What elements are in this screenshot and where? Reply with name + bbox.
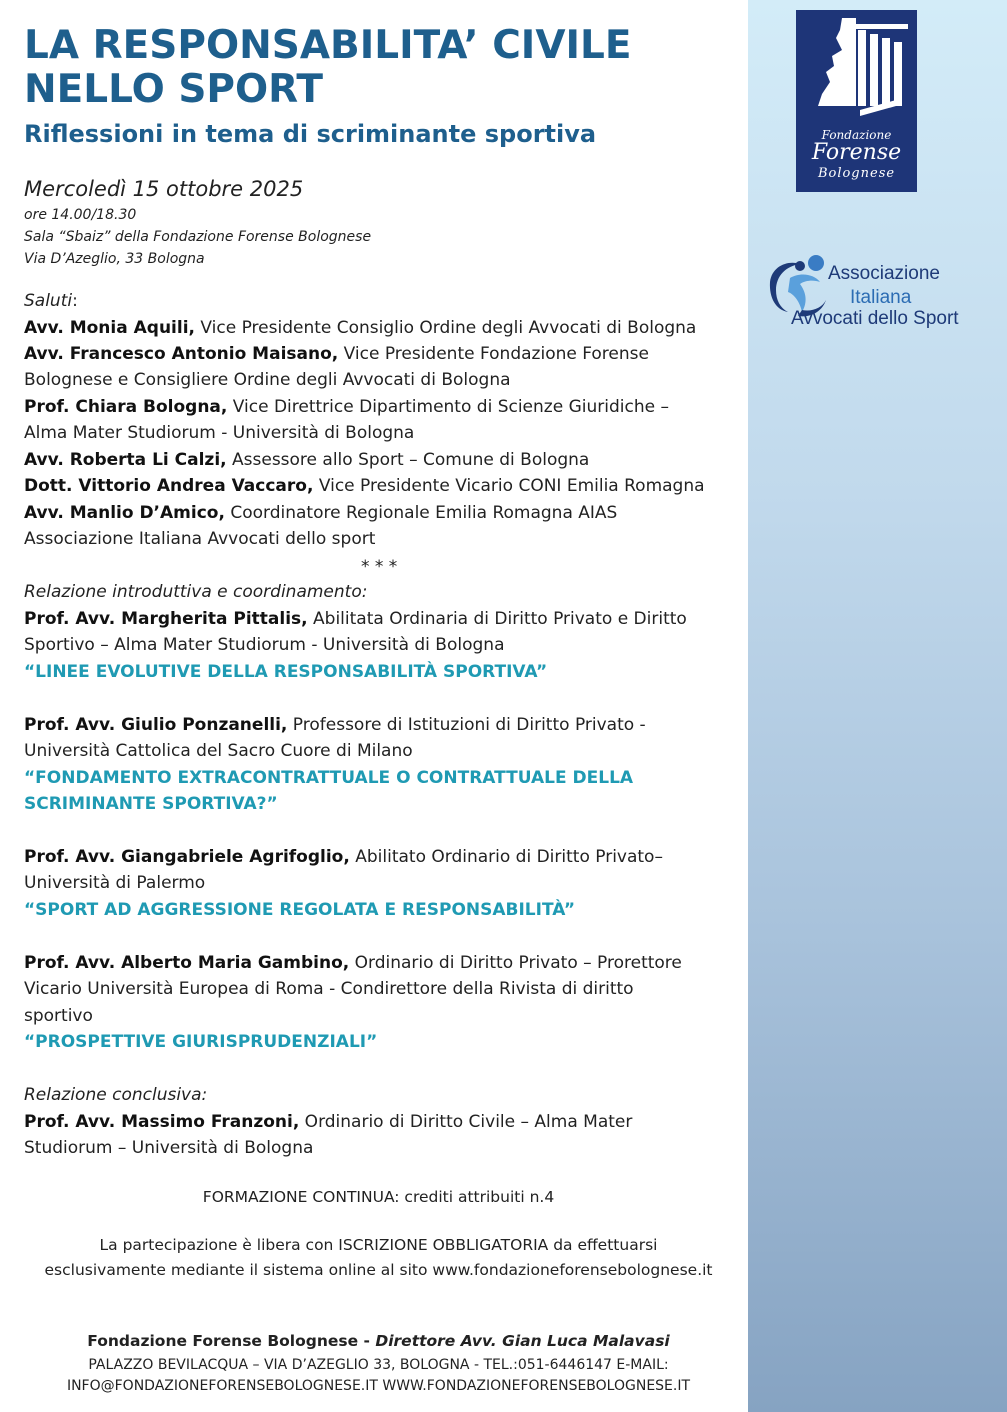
talk-title: “SPORT AD AGGRESSIONE REGOLATA E RESPONSABILITÀ” bbox=[24, 900, 576, 920]
intro-heading: Relazione introduttiva e coordinamento: bbox=[24, 582, 368, 602]
speaker-line: Prof. Avv. Giangabriele Agrifoglio, Abilitato Ordinario di Diritto Privato– bbox=[24, 847, 663, 867]
event-time: ore 14.00/18.30 bbox=[24, 207, 137, 223]
title-line-1: LA RESPONSABILITA’ CIVILE bbox=[24, 23, 632, 68]
registration-line: esclusivamente mediante il sistema online al sito www.fondazioneforensebolognese.it bbox=[44, 1261, 713, 1279]
speaker-line: Prof. Avv. Massimo Franzoni, Ordinario di Diritto Civile – Alma Mater bbox=[24, 1112, 633, 1132]
greeter-line: Dott. Vittorio Andrea Vaccaro, Vice Presidente Vicario CONI Emilia Romagna bbox=[24, 476, 705, 496]
fondazione-forense-logo bbox=[796, 10, 917, 192]
event-address: Via D’Azeglio, 33 Bologna bbox=[24, 251, 205, 267]
greeter-line: Avv. Manlio D’Amico, Coordinatore Regionale Emilia Romagna AIAS bbox=[24, 503, 618, 523]
speaker-line: Università di Palermo bbox=[24, 873, 206, 893]
logo-text-bolognese: Bolognese bbox=[817, 166, 896, 181]
title-line-2: NELLO SPORT bbox=[24, 67, 324, 112]
aias-text-avvocati: Avvocati dello Sport bbox=[791, 308, 959, 329]
speaker-line: Vicario Università Europea di Roma - Condirettore della Rivista di diritto bbox=[24, 979, 634, 999]
speaker-line: Studiorum – Università di Bologna bbox=[24, 1138, 314, 1158]
footer-address: PALAZZO BEVILACQUA – VIA D’AZEGLIO 33, BOLOGNA - TEL.:051-6446147 E-MAIL: bbox=[88, 1357, 669, 1373]
talk-title: “LINEE EVOLUTIVE DELLA RESPONSABILITÀ SPORTIVA” bbox=[24, 662, 548, 682]
greeter-line: Prof. Chiara Bologna, Vice Direttrice Dipartimento di Scienze Giuridiche – bbox=[24, 397, 669, 417]
speaker-line: Università Cattolica del Sacro Cuore di Milano bbox=[24, 741, 413, 761]
greeter-line: Avv. Francesco Antonio Maisano, Vice Presidente Fondazione Forense bbox=[24, 344, 649, 364]
credits-note: FORMAZIONE CONTINUA: crediti attribuiti n.4 bbox=[202, 1188, 555, 1206]
footer-contacts: INFO@FONDAZIONEFORENSEBOLOGNESE.IT WWW.FONDAZIONEFORENSEBOLOGNESE.IT bbox=[66, 1378, 691, 1394]
greeter-line: Bolognese e Consigliere Ordine degli Avvocati di Bologna bbox=[24, 370, 511, 390]
event-date: Mercoledì 15 ottobre 2025 bbox=[24, 177, 304, 201]
page-title bbox=[24, 24, 632, 112]
concl-heading: Relazione conclusiva: bbox=[24, 1085, 208, 1105]
greeter-line: Associazione Italiana Avvocati dello sport bbox=[24, 529, 376, 549]
speaker-line: Prof. Avv. Giulio Ponzanelli, Professore di Istituzioni di Diritto Privato - bbox=[24, 715, 646, 735]
speaker-line: Sportivo – Alma Mater Studiorum - Università di Bologna bbox=[24, 635, 505, 655]
talk-title: “PROSPETTIVE GIURISPRUDENZIALI” bbox=[24, 1032, 378, 1052]
speaker-line: Prof. Avv. Margherita Pittalis, Abilitata Ordinaria di Diritto Privato e Diritto bbox=[24, 609, 687, 629]
separator: * * * bbox=[361, 557, 398, 577]
greeter-line: Avv. Monia Aquili, Vice Presidente Consiglio Ordine degli Avvocati di Bologna bbox=[24, 318, 697, 338]
registration-line: La partecipazione è libera con ISCRIZIONE OBBLIGATORIA da effettuarsi bbox=[99, 1236, 658, 1254]
right-gradient-panel bbox=[748, 0, 1007, 1412]
greeter-line: Alma Mater Studiorum - Università di Bologna bbox=[24, 423, 415, 443]
footer-organization: Fondazione Forense Bolognese - Direttore Avv. Gian Luca Malavasi bbox=[87, 1332, 670, 1350]
greeter-line: Avv. Roberta Li Calzi, Assessore allo Sport – Comune di Bologna bbox=[24, 450, 590, 470]
page-subtitle: Riflessioni in tema di scriminante sportiva bbox=[24, 120, 597, 148]
event-venue: Sala “Sbaiz” della Fondazione Forense Bolognese bbox=[24, 229, 372, 245]
speaker-line: Prof. Avv. Alberto Maria Gambino, Ordinario di Diritto Privato – Prorettore bbox=[24, 953, 682, 973]
talk-title: SCRIMINANTE SPORTIVA?” bbox=[24, 794, 278, 814]
aias-text-italiana: Italiana bbox=[850, 287, 912, 308]
logo-text-forense: Forense bbox=[811, 140, 902, 165]
saluti-heading: Saluti: bbox=[24, 291, 78, 311]
speaker-line: sportivo bbox=[24, 1006, 93, 1026]
logo-text-fondazione: Fondazione bbox=[821, 128, 892, 142]
talk-title: “FONDAMENTO EXTRACONTRATTUALE O CONTRATTUALE DELLA bbox=[24, 768, 634, 788]
aias-text-associazione: Associazione bbox=[828, 263, 940, 284]
aias-logo bbox=[766, 252, 991, 332]
